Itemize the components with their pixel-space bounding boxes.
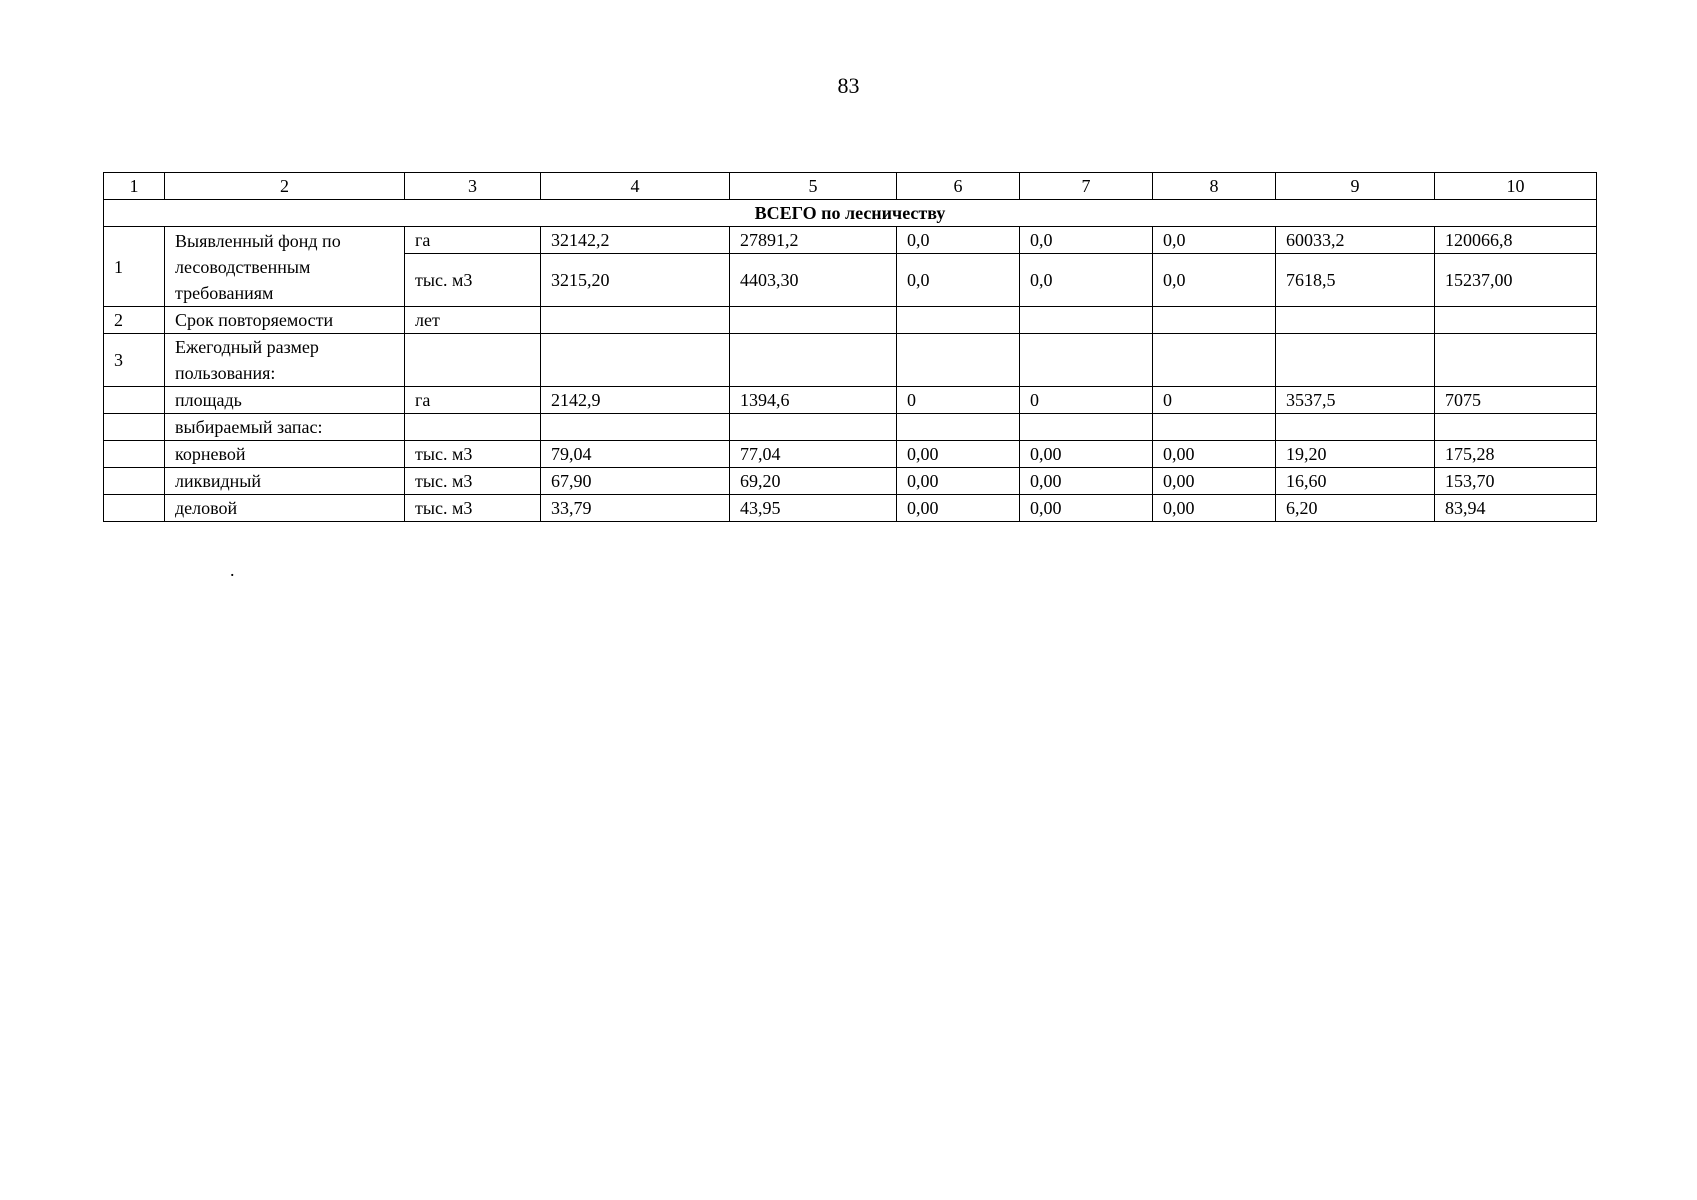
table-cell xyxy=(897,414,1020,441)
table-cell: 0,00 xyxy=(1020,441,1153,468)
row-name: корневой xyxy=(165,441,405,468)
table-cell: 79,04 xyxy=(541,441,730,468)
table-cell: 60033,2 xyxy=(1276,227,1435,254)
column-number: 3 xyxy=(405,173,541,200)
column-number-row xyxy=(104,173,1597,200)
table-cell xyxy=(541,334,730,387)
table-cell: 0 xyxy=(1153,387,1276,414)
table-cell: 0,00 xyxy=(1020,468,1153,495)
row-name: деловой xyxy=(165,495,405,522)
table-row xyxy=(104,495,1597,522)
table-cell xyxy=(1020,334,1153,387)
table-cell: 0,00 xyxy=(1153,441,1276,468)
column-number: 9 xyxy=(1276,173,1435,200)
table-cell: 0,00 xyxy=(1153,495,1276,522)
row-name: Ежегодный размер пользования: xyxy=(165,334,405,387)
table-row xyxy=(104,227,1597,254)
table-cell xyxy=(541,307,730,334)
table-cell: 0,00 xyxy=(897,495,1020,522)
column-number: 7 xyxy=(1020,173,1153,200)
row-unit: га xyxy=(405,227,541,254)
table-row xyxy=(104,414,1597,441)
table-cell xyxy=(1435,414,1597,441)
table-cell xyxy=(1435,334,1597,387)
table-cell: 69,20 xyxy=(730,468,897,495)
table-cell xyxy=(897,334,1020,387)
table-cell xyxy=(730,334,897,387)
table-cell: 0,0 xyxy=(1020,254,1153,307)
row-unit: тыс. м3 xyxy=(405,254,541,307)
table-cell: 67,90 xyxy=(541,468,730,495)
table-cell xyxy=(1153,414,1276,441)
table-cell: 120066,8 xyxy=(1435,227,1597,254)
row-number: 2 xyxy=(104,307,165,334)
table-cell: 3215,20 xyxy=(541,254,730,307)
table-cell xyxy=(1153,334,1276,387)
column-number: 1 xyxy=(104,173,165,200)
table-cell: 77,04 xyxy=(730,441,897,468)
page-number: 83 xyxy=(837,73,860,98)
table-row xyxy=(104,441,1597,468)
table-cell: 0,00 xyxy=(897,441,1020,468)
table-cell xyxy=(1276,307,1435,334)
row-name: выбираемый запас: xyxy=(165,414,405,441)
column-number: 6 xyxy=(897,173,1020,200)
table-cell: 4403,30 xyxy=(730,254,897,307)
table-cell: 3537,5 xyxy=(1276,387,1435,414)
table-cell: 0,0 xyxy=(1020,227,1153,254)
row-name: Выявленный фонд по лесоводственным требованиям xyxy=(165,227,405,307)
column-number: 8 xyxy=(1153,173,1276,200)
row-unit xyxy=(405,414,541,441)
table-cell: 7618,5 xyxy=(1276,254,1435,307)
column-number: 4 xyxy=(541,173,730,200)
table-cell: 0,0 xyxy=(897,254,1020,307)
table-cell xyxy=(1276,334,1435,387)
table-cell: 0 xyxy=(1020,387,1153,414)
row-number xyxy=(104,495,165,522)
section-title: ВСЕГО по лесничеству xyxy=(104,200,1597,227)
table-cell: 27891,2 xyxy=(730,227,897,254)
table-row xyxy=(104,468,1597,495)
table-cell: 33,79 xyxy=(541,495,730,522)
row-number: 3 xyxy=(104,334,165,387)
table-cell: 0 xyxy=(897,387,1020,414)
table-cell: 16,60 xyxy=(1276,468,1435,495)
row-unit: тыс. м3 xyxy=(405,495,541,522)
table-cell xyxy=(1020,307,1153,334)
table-cell: 32142,2 xyxy=(541,227,730,254)
row-name: Срок повторяемости xyxy=(165,307,405,334)
row-number: 1 xyxy=(104,227,165,307)
row-name: ликвидный xyxy=(165,468,405,495)
row-number xyxy=(104,468,165,495)
column-number: 10 xyxy=(1435,173,1597,200)
table-cell: 0,0 xyxy=(1153,227,1276,254)
table-cell xyxy=(730,414,897,441)
table-cell: 0,00 xyxy=(897,468,1020,495)
section-row xyxy=(104,200,1597,227)
table-cell: 15237,00 xyxy=(1435,254,1597,307)
table-cell: 7075 xyxy=(1435,387,1597,414)
row-number xyxy=(104,387,165,414)
column-number: 2 xyxy=(165,173,405,200)
table-row xyxy=(104,334,1597,387)
table-cell: 43,95 xyxy=(730,495,897,522)
row-name: площадь xyxy=(165,387,405,414)
table-cell xyxy=(897,307,1020,334)
table-cell xyxy=(1020,414,1153,441)
table-row xyxy=(104,307,1597,334)
table-cell: 19,20 xyxy=(1276,441,1435,468)
table-cell xyxy=(1153,307,1276,334)
table-cell: 175,28 xyxy=(1435,441,1597,468)
table-cell: 0,00 xyxy=(1153,468,1276,495)
footer-dot: . xyxy=(230,560,235,580)
table-cell: 153,70 xyxy=(1435,468,1597,495)
column-number: 5 xyxy=(730,173,897,200)
table-cell: 83,94 xyxy=(1435,495,1597,522)
table-cell: 0,00 xyxy=(1020,495,1153,522)
summary-table xyxy=(103,172,1597,522)
table-cell xyxy=(1435,307,1597,334)
table-cell: 1394,6 xyxy=(730,387,897,414)
row-unit xyxy=(405,334,541,387)
row-unit: тыс. м3 xyxy=(405,468,541,495)
row-unit: тыс. м3 xyxy=(405,441,541,468)
row-number xyxy=(104,441,165,468)
table-cell: 0,0 xyxy=(1153,254,1276,307)
table-cell: 2142,9 xyxy=(541,387,730,414)
table-cell: 6,20 xyxy=(1276,495,1435,522)
table-cell: 0,0 xyxy=(897,227,1020,254)
table-cell xyxy=(730,307,897,334)
row-number xyxy=(104,414,165,441)
row-unit: лет xyxy=(405,307,541,334)
table-cell xyxy=(1276,414,1435,441)
table-row xyxy=(104,387,1597,414)
row-unit: га xyxy=(405,387,541,414)
table-cell xyxy=(541,414,730,441)
